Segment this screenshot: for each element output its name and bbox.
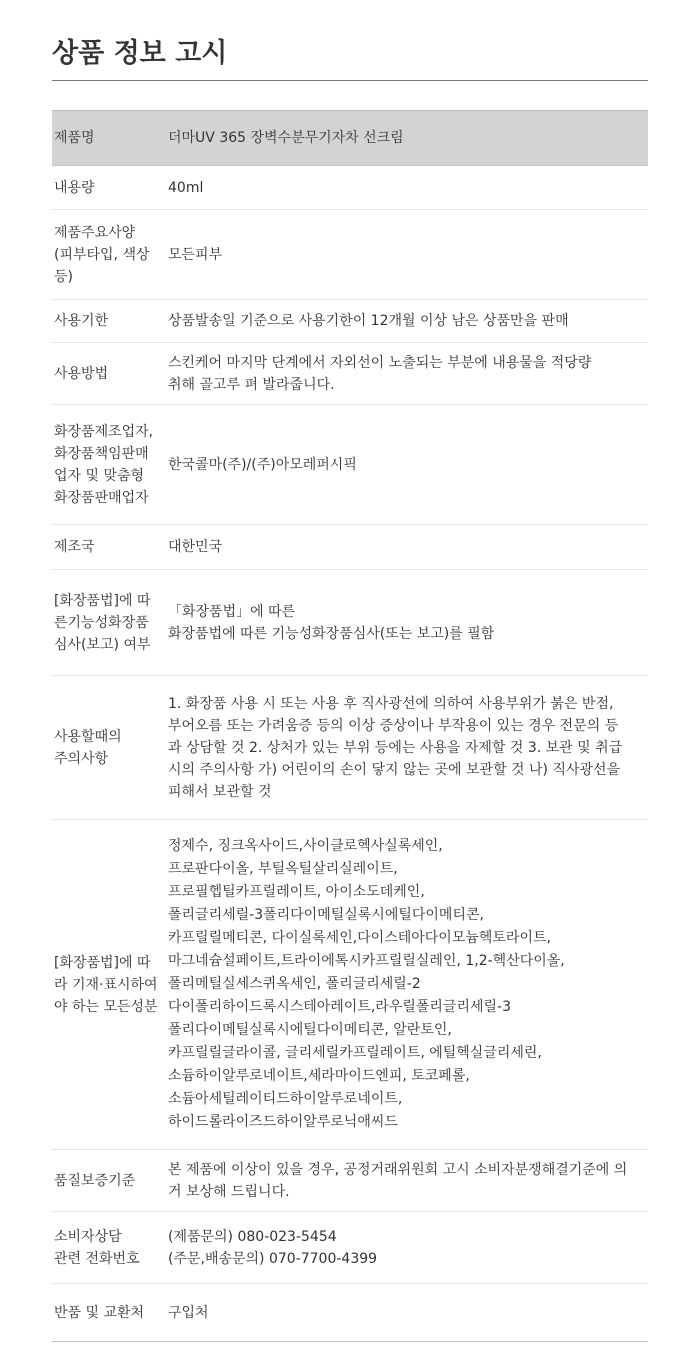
row-label: 제조국: [54, 539, 95, 555]
table-row-contact: [52, 1212, 648, 1284]
row-label: 품질보증기준: [54, 1172, 136, 1189]
row-label: 화장품제조업자, 화장품책임판매 업자 및 맞춤형 화장품판매업자: [54, 423, 154, 506]
row-label: 제품주요사양 (피부타입, 색상 등): [54, 224, 150, 285]
table-row-country: [52, 525, 648, 570]
table-row-functional-review: [52, 570, 648, 676]
row-value: 모든피부: [168, 246, 223, 263]
row-value: 40ml: [168, 179, 204, 196]
row-label: 사용할때의 주의사항: [54, 728, 122, 767]
row-value: (제품문의) 080-023-5454 (주문,배송문의) 070-7700-4399: [168, 1228, 378, 1267]
row-value: 「화장품법」에 따른 화장품법에 따른 기능성화장품심사(또는 보고)를 필함: [168, 603, 495, 642]
row-label: 소비자상담 관련 전화번호: [54, 1228, 140, 1267]
table-row-product-name: [52, 111, 648, 166]
row-value: 정제수, 징크옥사이드,사이클로헥사실록세인, 프로판다이올, 부틸옥틸살리실레이트, 프로필헵틸카프릴레이트, 아이소도데케인, 폴리글리세릴-3폴리다이메틸실록시에틸다이메티콘, 카프릴릴메티콘, 다이실록세인,다이스테아다이모늄헥토라이트, 마그네슘설페이트,트라이에톡시카프릴릴실레인, 1,2-헥산다이올, 폴리메틸실세스퀴옥세인, 폴리글리세릴-2 다이폴리하이드록시스테아레이트,라우릴폴리글리세릴-3 폴리다이메틸실록시에틸다이메티콘, 알란토인, 카프릴릴글라이콜, 글리세릴카프릴레이트, 에틸헥실글리세린, 소듐하이알루로네이트,세라마이드엔피, 토코페롤, 소듐아세틸레이티드하이알루로네이트, 하이드롤라이즈드하이알루로닉애씨드: [168, 838, 565, 1130]
table-row-manufacturer: [52, 405, 648, 525]
page-title: 상품 정보 고시: [52, 38, 228, 69]
table-row-ingredients: [52, 820, 648, 1150]
title-divider: [52, 80, 648, 81]
row-value: 한국콜마(주)/(주)아모레퍼시픽: [168, 456, 357, 473]
row-value: 본 제품에 이상이 있을 경우, 공정거래위원회 고시 소비자분쟁해결기준에 의 거 보상해 드립니다.: [168, 1161, 628, 1200]
table-row-volume: [52, 166, 648, 210]
row-value: 구입처: [168, 1304, 209, 1321]
row-label: 사용방법: [54, 365, 109, 382]
table-row-usage: [52, 343, 648, 405]
row-label: [화장품법]에 따 라 기재·표시하여 야 하는 모든성분: [54, 954, 158, 1015]
row-value: 1. 화장품 사용 시 또는 사용 후 직사광선에 의하여 사용부위가 붉은 반점, 부어오름 또는 가려움증 등의 이상 증상이나 부작용이 있는 경우 전문의 등 과 상담할 것 2. 상처가 있는 부위 등에는 사용을 자제할 것 3. 보관 및 취급 시의 주의사항 가) 어린이의 손이 닿지 않는 곳에 보관할 것 나) 직사광선을 피해서 보관할 것: [168, 695, 623, 800]
table-row-returns: [52, 1284, 648, 1342]
row-label: 내용량: [54, 179, 95, 196]
table-row-specification: [52, 210, 648, 300]
row-value: 대한민국: [168, 539, 223, 555]
row-value: 상품발송일 기준으로 사용기한이 12개월 이상 남은 상품만을 판매: [168, 313, 569, 329]
table-row-quality-guarantee: [52, 1150, 648, 1212]
row-label: 사용기한: [54, 313, 109, 329]
row-label: [화장품법]에 따 른기능성화장품 심사(보고) 여부: [54, 592, 151, 653]
table-row-precautions: [52, 676, 648, 820]
row-value: 스킨케어 마지막 단계에서 자외선이 노출되는 부분에 내용물을 적당량 취해 골고루 펴 발라줍니다.: [168, 354, 592, 393]
row-label: 반품 및 교환처: [54, 1304, 145, 1321]
row-label: 제품명: [54, 130, 95, 146]
row-value: 더마UV 365 장벽수분무기자차 선크림: [168, 130, 404, 146]
product-info-table: [52, 110, 648, 1342]
table-row-expiry: [52, 300, 648, 343]
